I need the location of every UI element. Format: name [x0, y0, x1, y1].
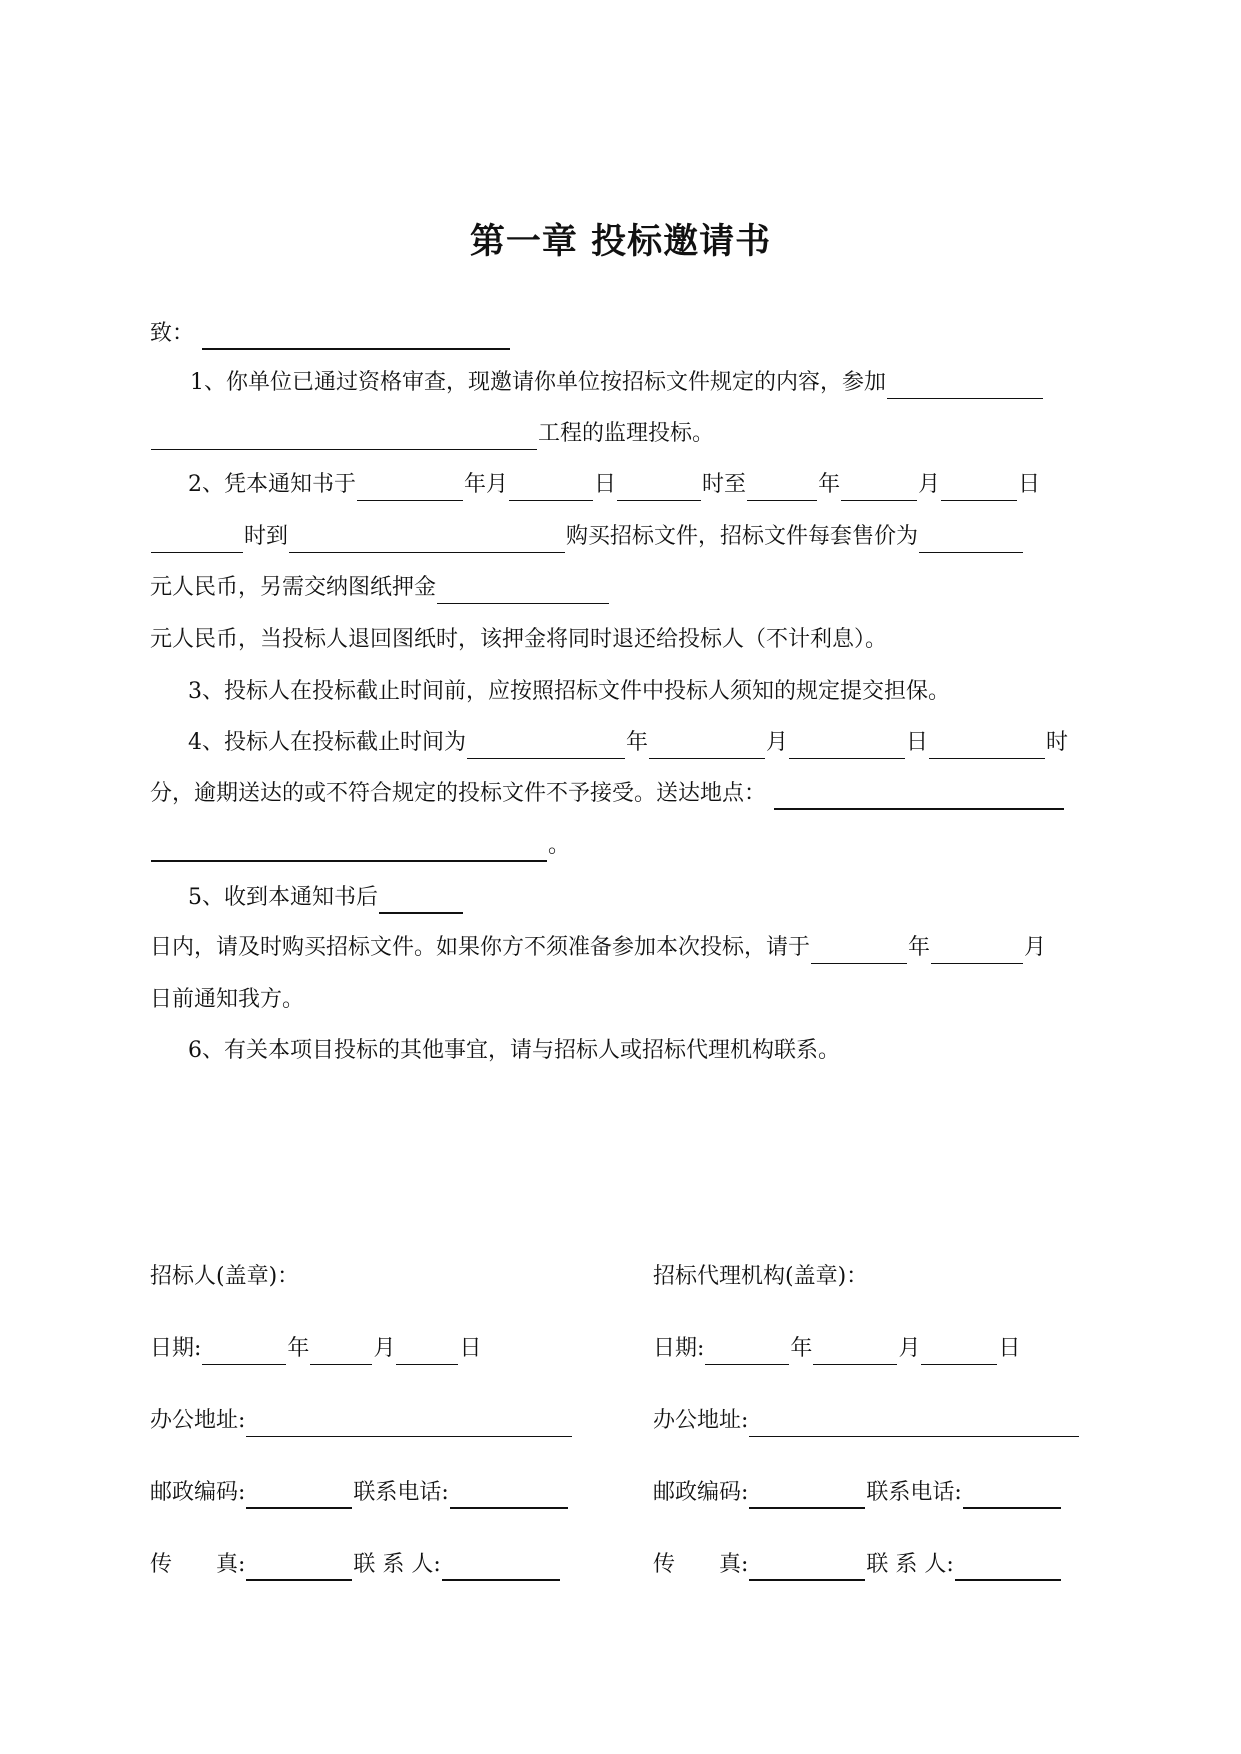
- p3-line: [188, 676, 950, 708]
- label-year: 年: [626, 730, 649, 755]
- deadline-month-blank[interactable]: [649, 732, 765, 759]
- left-postcode-blank[interactable]: [246, 1481, 352, 1509]
- p4-line1: [188, 727, 1068, 759]
- left-fax-line: [150, 1549, 561, 1581]
- delivery-place-blank-1[interactable]: [774, 782, 1064, 810]
- p2-line1: [188, 469, 1040, 501]
- start-year-blank[interactable]: [357, 474, 463, 501]
- days-blank[interactable]: [379, 886, 463, 914]
- left-year-blank[interactable]: [202, 1338, 286, 1365]
- label-day: 日: [998, 1336, 1021, 1361]
- p5-text: 5、收到本通知书后: [188, 885, 378, 910]
- deadline-hour-blank[interactable]: [929, 732, 1045, 759]
- right-org-line: [653, 1261, 868, 1293]
- notice-month-blank[interactable]: [931, 937, 1023, 964]
- project-blank-2[interactable]: [151, 423, 537, 450]
- left-contact-blank[interactable]: [442, 1553, 560, 1581]
- right-postcode-line: [653, 1477, 1062, 1509]
- address-label: 办公地址:: [653, 1408, 749, 1433]
- tenderer-seal-label: 招标人(盖章)：: [150, 1264, 300, 1289]
- postcode-label: 邮政编码:: [150, 1480, 246, 1505]
- p2-deposit-text: 元人民币，另需交纳图纸押金: [150, 575, 437, 600]
- contact-label: 联 系 人:: [353, 1552, 441, 1577]
- left-org-line: [150, 1261, 299, 1293]
- price-blank[interactable]: [919, 526, 1023, 553]
- left-address-line: [150, 1405, 573, 1437]
- end-month-blank[interactable]: [841, 474, 917, 501]
- label-year: 年: [287, 1336, 310, 1361]
- p2-return-text: 元人民币，当投标人退回图纸时，该押金将同时退还给投标人（不计利息）。: [150, 627, 888, 652]
- start-day-blank[interactable]: [617, 474, 701, 501]
- p5-text-3: 日前通知我方。: [150, 987, 305, 1012]
- deposit-blank[interactable]: [437, 577, 609, 604]
- p4-text: 4、投标人在投标截止时间为: [188, 730, 466, 755]
- p1-line1: [190, 367, 1044, 399]
- p5-line2: [150, 932, 1046, 964]
- left-month-blank[interactable]: [310, 1338, 372, 1365]
- date-label: 日期:: [150, 1336, 202, 1361]
- right-postcode-blank[interactable]: [749, 1481, 865, 1509]
- label-hour-at: 时到: [244, 524, 289, 549]
- end-hour-blank[interactable]: [151, 526, 243, 553]
- deadline-day-blank[interactable]: [789, 732, 905, 759]
- p1-line2: [150, 418, 714, 450]
- p4-line2: [150, 778, 1065, 810]
- label-month: 月: [1024, 935, 1047, 960]
- p6-line: [188, 1035, 840, 1067]
- recipient-blank[interactable]: [202, 322, 510, 350]
- project-blank-1[interactable]: [887, 372, 1043, 399]
- date-label: 日期:: [653, 1336, 705, 1361]
- fax-label: 传 真:: [653, 1552, 749, 1577]
- delivery-place-blank-2[interactable]: [151, 834, 547, 862]
- label-hour-to: 时至: [702, 472, 747, 497]
- notice-year-blank[interactable]: [811, 937, 907, 964]
- p2-line4: [150, 624, 887, 656]
- p4-text-2: 分，逾期送达的或不符合规定的投标文件不予接受。送达地点：: [150, 781, 767, 806]
- label-month: 月: [373, 1336, 396, 1361]
- p5-text-2: 日内，请及时购买招标文件。如果你方不须准备参加本次投标，请于: [150, 935, 811, 960]
- p5-line1: [188, 882, 464, 914]
- right-address-blank[interactable]: [749, 1410, 1079, 1437]
- right-day-blank[interactable]: [921, 1338, 997, 1365]
- p6-text: 6、有关本项目投标的其他事宜，请与招标人或招标代理机构联系。: [188, 1038, 840, 1063]
- label-month: 月: [918, 472, 941, 497]
- p2-line3: [150, 572, 610, 604]
- p1-text-end: 工程的监理投标。: [538, 421, 715, 446]
- page-title: 第一章 投标邀请书: [469, 221, 772, 262]
- end-day-blank[interactable]: [941, 474, 1017, 501]
- label-day: 日: [594, 472, 617, 497]
- label-year: 年: [818, 472, 841, 497]
- left-address-blank[interactable]: [246, 1410, 572, 1437]
- postcode-label: 邮政编码:: [653, 1480, 749, 1505]
- end-year-blank[interactable]: [747, 474, 817, 501]
- label-day: 日: [906, 730, 929, 755]
- label-year: 年: [908, 935, 931, 960]
- right-date-line: [653, 1333, 1020, 1365]
- address-label: 办公地址:: [150, 1408, 246, 1433]
- label-hour: 时: [1046, 730, 1069, 755]
- label-day: 日: [1018, 472, 1041, 497]
- right-fax-blank[interactable]: [749, 1553, 865, 1581]
- right-month-blank[interactable]: [813, 1338, 897, 1365]
- left-phone-blank[interactable]: [450, 1481, 568, 1509]
- label-month: 月: [898, 1336, 921, 1361]
- phone-label: 联系电话:: [353, 1480, 449, 1505]
- left-fax-blank[interactable]: [246, 1553, 352, 1581]
- left-date-line: [150, 1333, 481, 1365]
- fax-label: 传 真:: [150, 1552, 246, 1577]
- label-year: 年: [790, 1336, 813, 1361]
- label-month: 月: [766, 730, 789, 755]
- p3-text: 3、投标人在投标截止时间前，应按照招标文件中投标人须知的规定提交担保。: [188, 679, 950, 704]
- p2-text: 2、凭本通知书于: [188, 472, 356, 497]
- salutation-label: 致：: [150, 321, 195, 346]
- right-fax-line: [653, 1549, 1062, 1581]
- p4-line3: [150, 830, 570, 862]
- right-phone-blank[interactable]: [963, 1481, 1061, 1509]
- left-day-blank[interactable]: [396, 1338, 458, 1365]
- label-month: 月: [486, 472, 509, 497]
- contact-label: 联 系 人:: [866, 1552, 954, 1577]
- label-year: 年: [464, 472, 487, 497]
- p5-line3: [150, 984, 304, 1016]
- p2-line2: [150, 521, 1024, 553]
- phone-label: 联系电话:: [866, 1480, 962, 1505]
- p2-buy-text: 购买招标文件，招标文件每套售价为: [566, 524, 919, 549]
- p1-text: 1、你单位已通过资格审查，现邀请你单位按招标文件规定的内容，参加: [190, 370, 886, 395]
- p4-period: 。: [548, 833, 571, 858]
- deadline-year-blank[interactable]: [467, 732, 625, 759]
- left-postcode-line: [150, 1477, 569, 1509]
- start-month-blank[interactable]: [509, 474, 593, 501]
- agency-seal-label: 招标代理机构(盖章)：: [653, 1264, 869, 1289]
- salutation-line: [150, 318, 511, 350]
- right-address-line: [653, 1405, 1080, 1437]
- label-day: 日: [459, 1336, 482, 1361]
- purchase-place-blank[interactable]: [289, 526, 565, 553]
- right-contact-blank[interactable]: [955, 1553, 1061, 1581]
- right-year-blank[interactable]: [705, 1338, 789, 1365]
